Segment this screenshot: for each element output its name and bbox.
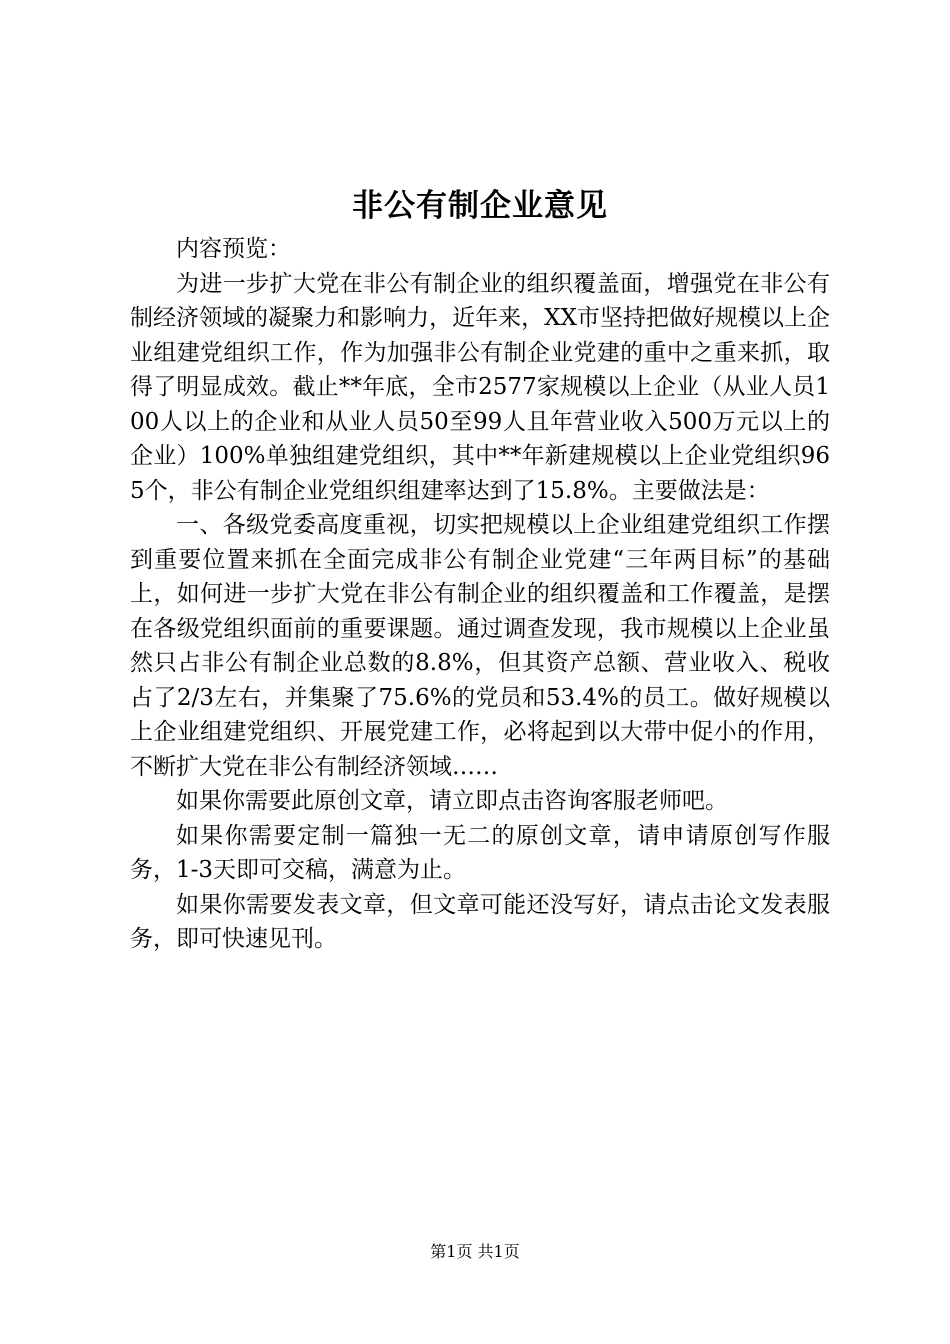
paragraph-consult-service: 如果你需要此原创文章，请立即点击咨询客服老师吧。 bbox=[176, 788, 728, 814]
paragraph-custom-writing: 如果你需要定制一篇独一无二的原创文章，请申请原创写作服务，1-3天即可交稿，满意为止。 bbox=[130, 822, 830, 883]
paragraph-publish-service: 如果你需要发表文章，但文章可能还没写好，请点击论文发表服务，即可快速见刊。 bbox=[130, 891, 830, 952]
paragraph-intro: 为进一步扩大党在非公有制企业的组织覆盖面，增强党在非公有制经济领域的凝聚力和影响力，近年来，XX市坚持把做好规模以上企业组建党组织工作，作为加强非公有制企业党建的重中之重来抓，取得了明显成效。截止**年底，全市2577家规模以上企业（从业人员100人以上的企业和从业人员50至99人且年营业收入500万元以上的企业）100%单独组建党组织，其中**年新建规模以上企业党组织965个，非公有制企业党组织组建率达到了15.8%。主要做法是： bbox=[130, 270, 830, 504]
paragraph-section-one: 一、各级党委高度重视，切实把规模以上企业组建党组织工作摆到重要位置来抓在全面完成非公有制企业党建“三年两目标”的基础上，如何进一步扩大党在非公有制企业的组织覆盖和工作覆盖，是摆在各级党组织面前的重要课题。通过调查发现，我市规模以上企业虽然只占非公有制企业总数的8.8%，但其资产总额、营业收入、税收占了2/3左右，并集聚了75.6%的党员和53.4%的员工。做好规模以上企业组建党组织、开展党建工作，必将起到以大带中促小的作用，不断扩大党在非公有制经济领域…… bbox=[130, 512, 830, 780]
document-page bbox=[130, 180, 830, 957]
page-number-footer: 第1页 共1页 bbox=[430, 1242, 520, 1261]
preview-label: 内容预览： bbox=[176, 236, 291, 262]
document-title: 非公有制企业意见 bbox=[352, 188, 608, 224]
